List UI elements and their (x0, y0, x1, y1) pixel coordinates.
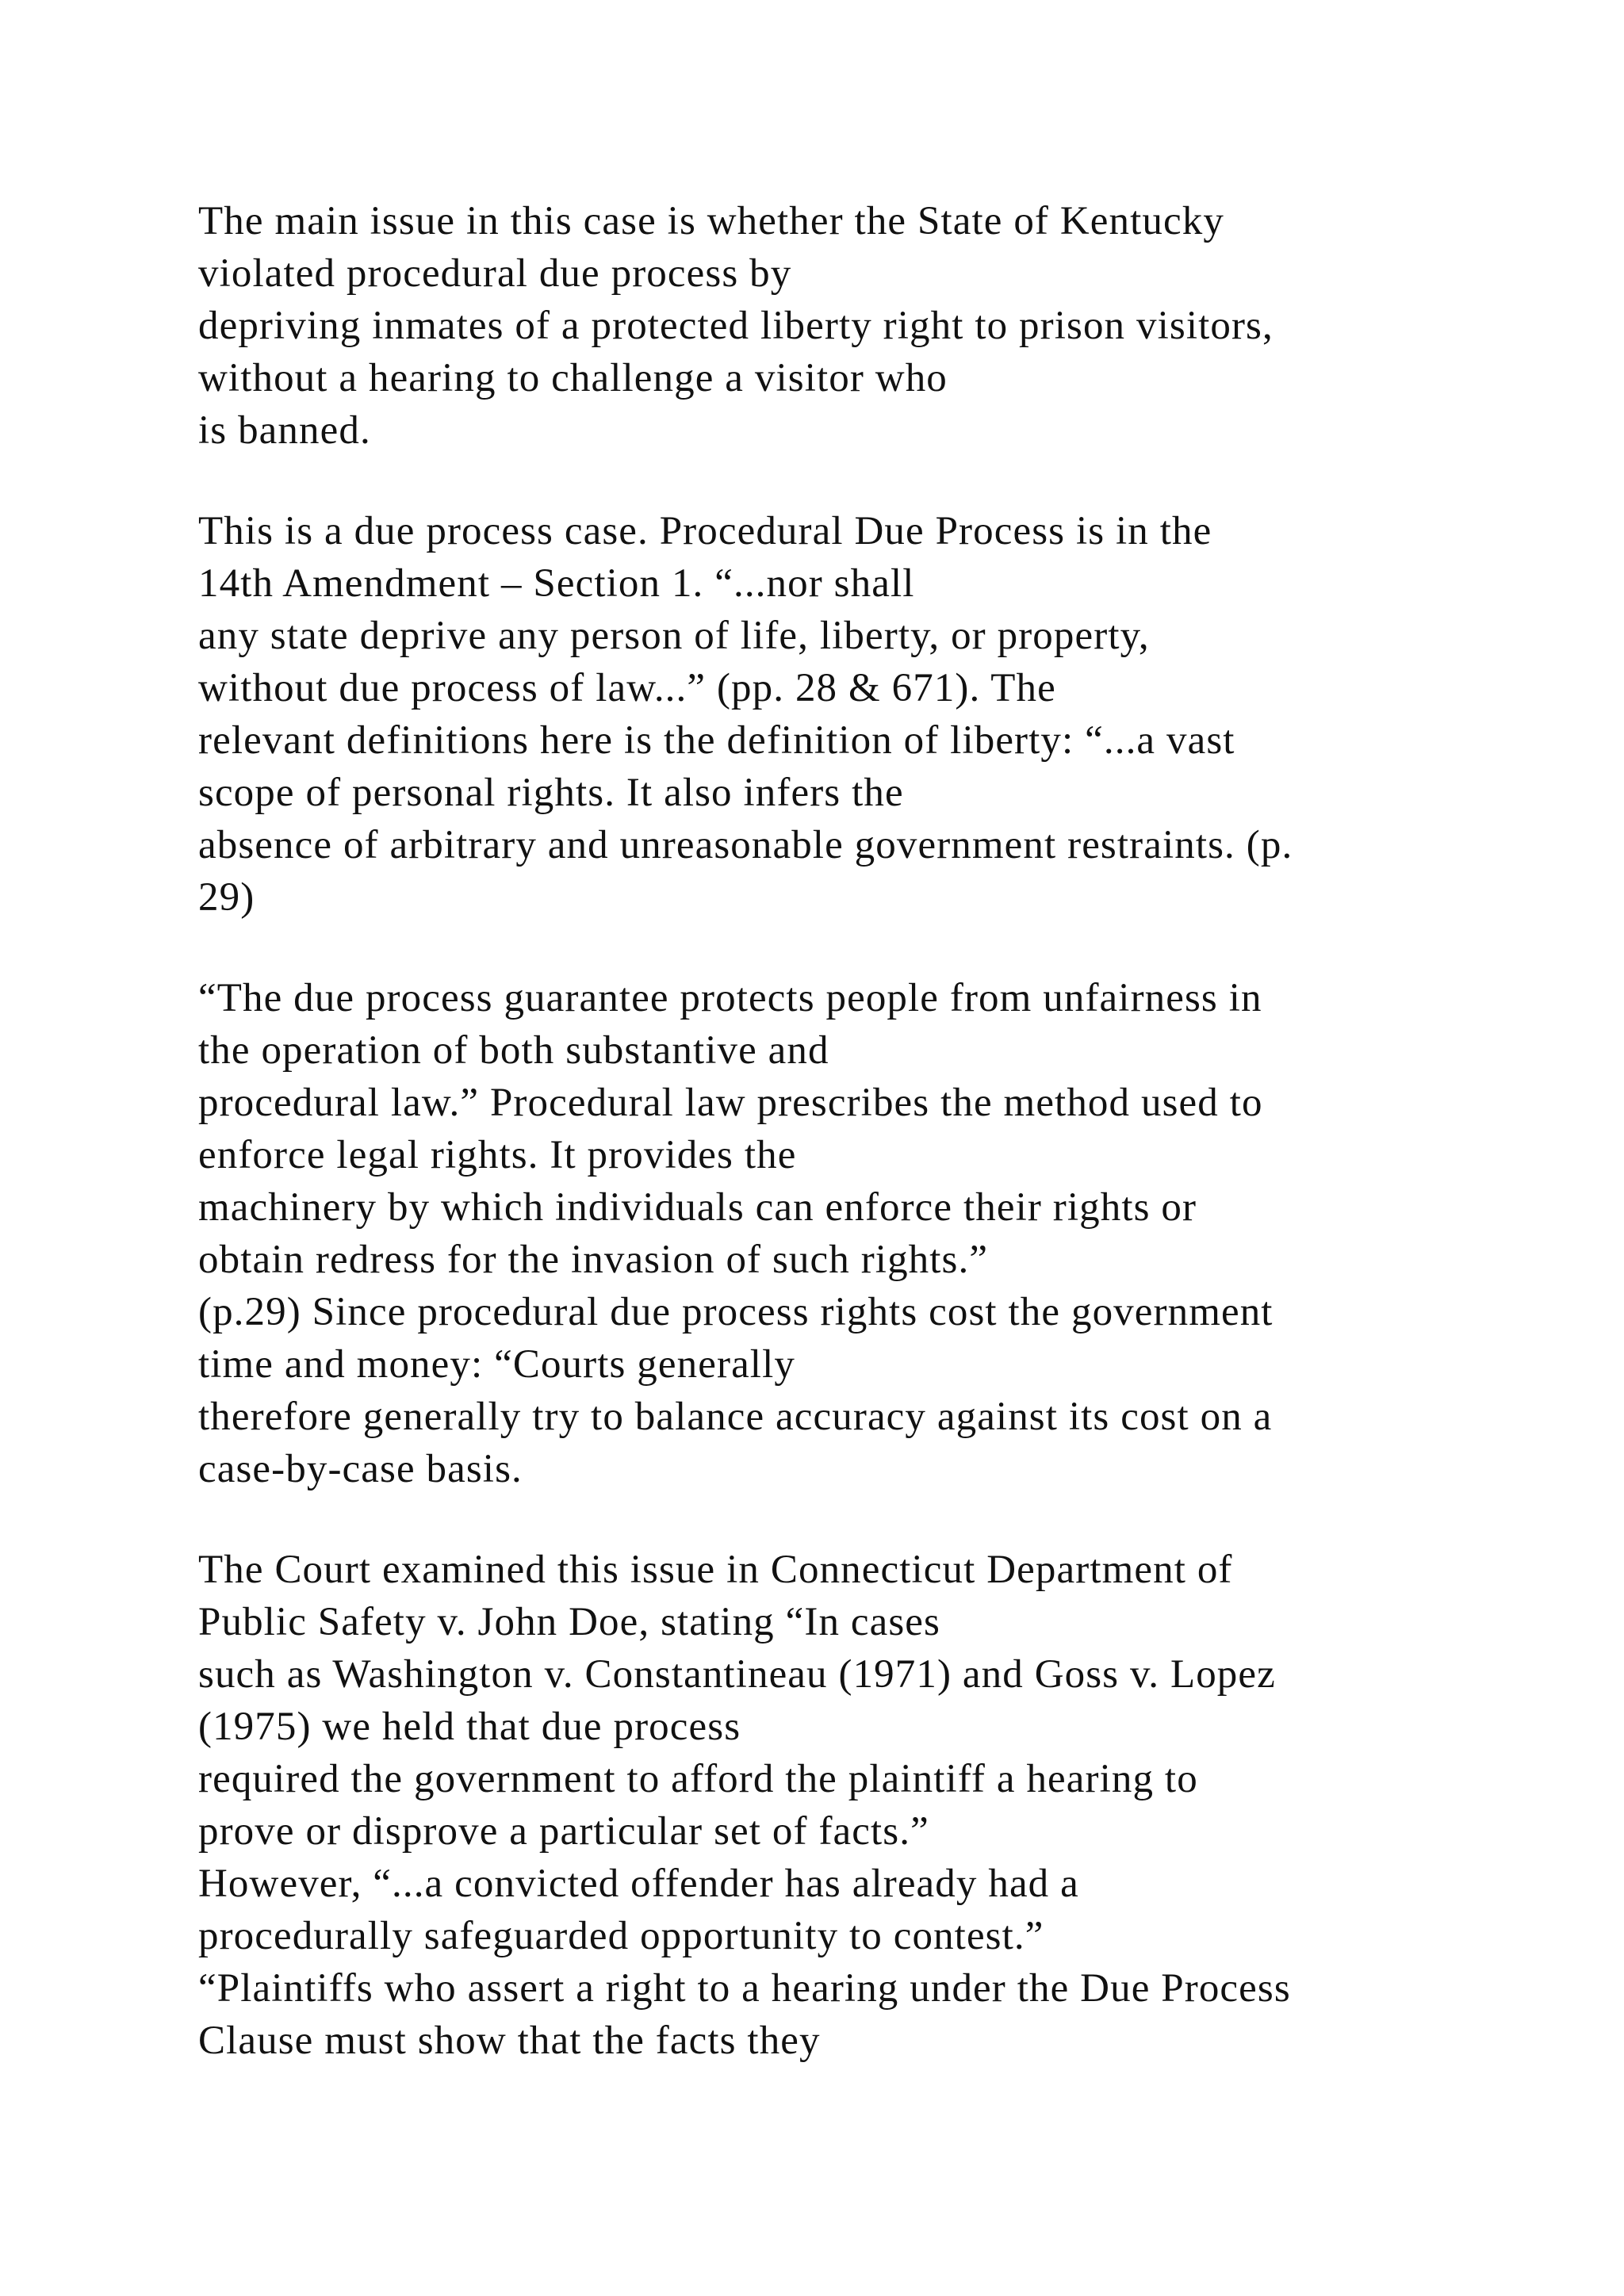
paragraph-gap (198, 457, 1618, 505)
text-line: “Plaintiffs who assert a right to a hearing under the Due Process (198, 1966, 1291, 2011)
text-line: without due process of law...” (pp. 28 & 671). The (198, 666, 1056, 710)
text-line: relevant definitions here is the definition of liberty: “...a vast (198, 718, 1235, 763)
text-line: prove or disprove a particular set of facts.” (198, 1809, 929, 1854)
paragraph-gap (198, 924, 1618, 972)
text-line: violated procedural due process by (198, 251, 792, 296)
paragraph-gap (198, 1495, 1618, 1544)
text-line: the operation of both substantive and (198, 1028, 829, 1073)
text-line: procedural law.” Procedural law prescribes the method used to (198, 1081, 1263, 1125)
text-line: such as Washington v. Constantineau (1971) and Goss v. Lopez (198, 1652, 1276, 1697)
paragraph-guarantee (198, 972, 1618, 1495)
text-line: enforce legal rights. It provides the (198, 1133, 797, 1177)
text-line: This is a due process case. Procedural Due Process is in the (198, 509, 1212, 553)
text-line: is banned. (198, 408, 371, 453)
text-line: time and money: “Courts generally (198, 1342, 795, 1387)
text-line: machinery by which individuals can enforce their rights or (198, 1185, 1197, 1230)
text-line: therefore generally try to balance accuracy against its cost on a (198, 1395, 1273, 1439)
text-line: without a hearing to challenge a visitor who (198, 356, 948, 400)
text-line: The Court examined this issue in Connecticut Department of (198, 1548, 1233, 1592)
paragraph-court-examined (198, 1544, 1618, 2067)
text-line: scope of personal rights. It also infers the (198, 771, 904, 815)
text-line: “The due process guarantee protects people from unfairness in (198, 976, 1262, 1020)
text-line: However, “...a convicted offender has already had a (198, 1862, 1079, 1906)
text-line: obtain redress for the invasion of such rights.” (198, 1238, 989, 1282)
text-line: (p.29) Since procedural due process rights cost the government (198, 1290, 1274, 1334)
text-line: 14th Amendment – Section 1. “...nor shall (198, 561, 915, 606)
text-line: Public Safety v. John Doe, stating “In cases (198, 1600, 940, 1644)
text-line: case-by-case basis. (198, 1447, 523, 1491)
text-line: depriving inmates of a protected liberty right to prison visitors, (198, 304, 1274, 348)
text-line: any state deprive any person of life, liberty, or property, (198, 614, 1150, 658)
text-line: absence of arbitrary and unreasonable government restraints. (p. (198, 823, 1293, 867)
text-line: required the government to afford the plaintiff a hearing to (198, 1757, 1198, 1801)
paragraph-main-issue (198, 195, 1618, 457)
text-line: 29) (198, 875, 255, 920)
text-line: Clause must show that the facts they (198, 2019, 821, 2063)
text-line: (1975) we held that due process (198, 1705, 741, 1749)
text-line: procedurally safeguarded opportunity to contest.” (198, 1914, 1044, 1958)
paragraph-due-process (198, 505, 1618, 924)
text-line: The main issue in this case is whether the State of Kentucky (198, 199, 1224, 243)
document-body (198, 195, 1618, 2067)
